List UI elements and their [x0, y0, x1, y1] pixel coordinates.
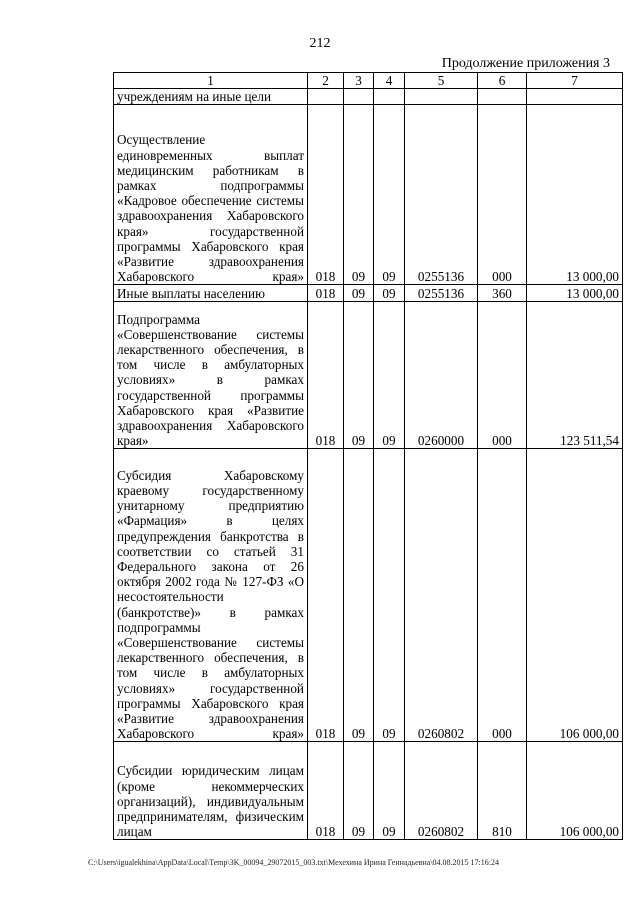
table-row [114, 89, 623, 105]
row-c3: 09 [344, 105, 374, 285]
row-c2: 018 [308, 302, 344, 449]
row-c3: 09 [344, 285, 374, 302]
row-c3: 09 [344, 742, 374, 840]
row-c2: 018 [308, 285, 344, 302]
row-c2: 018 [308, 449, 344, 742]
row-c4: 09 [374, 105, 405, 285]
row-c6: 000 [478, 105, 527, 285]
row-c4: 09 [374, 285, 405, 302]
table-row [114, 285, 623, 302]
col-header-4: 4 [374, 73, 405, 89]
row-c4 [374, 89, 405, 105]
row-c6: 000 [478, 449, 527, 742]
row-name: Подпрограмма «Совершенствование системы лекарственного обеспечения, в том числе в амбулаторных условиях» в рамках государственной программы Хабаровского края «Развитие здравоохранения Хабаровского края» [114, 302, 308, 449]
header-row [114, 73, 623, 89]
row-c5: 0260802 [405, 742, 478, 840]
col-header-1: 1 [114, 73, 308, 89]
row-name: Субсидия Хабаровскому краевому государственному унитарному предприятию «Фармация» в целях предупреждения банкротства в соответствии со статьей 31 Федерального закона от 26 октября 2002 года № 127-ФЗ «О несостоятельности (банкротстве)» в рамках подпрограммы «Совершенствование системы лекарственного обеспечения, в том числе в амбулаторных условиях» государственной программы Хабаровского края «Развитие здравоохранения Хабаровского края» [114, 449, 308, 742]
row-c5: 0255136 [405, 285, 478, 302]
row-c4: 09 [374, 742, 405, 840]
row-c3 [344, 89, 374, 105]
table-row [114, 742, 623, 840]
row-c4: 09 [374, 302, 405, 449]
continuation-label: Продолжение приложения 3 [441, 56, 610, 71]
col-header-3: 3 [344, 73, 374, 89]
row-c4: 09 [374, 449, 405, 742]
file-path-footer: C:\Users\igualekhina\AppData\Local\Temp\3K_00094_29072015_003.txt\Мехехина Ирина Геннадьевна\04.08.2015 17:16:24 [88, 858, 499, 867]
row-c7: 13 000,00 [527, 105, 623, 285]
row-c5: 0255136 [405, 105, 478, 285]
table-row [114, 302, 623, 449]
row-name: Иные выплаты населению [114, 285, 308, 302]
row-c2: 018 [308, 105, 344, 285]
row-c3: 09 [344, 302, 374, 449]
row-c7: 123 511,54 [527, 302, 623, 449]
page-number: 212 [309, 36, 331, 51]
table-row [114, 105, 623, 285]
table-row [114, 449, 623, 742]
col-header-7: 7 [527, 73, 623, 89]
budget-table [113, 72, 623, 840]
col-header-2: 2 [308, 73, 344, 89]
row-c2: 018 [308, 742, 344, 840]
row-c7: 106 000,00 [527, 742, 623, 840]
row-c7: 106 000,00 [527, 449, 623, 742]
row-name: Субсидии юридическим лицам (кроме некоммерческих организаций), индивидуальным предпринимателям, физическим лицам [114, 742, 308, 840]
row-c2 [308, 89, 344, 105]
row-c6: 000 [478, 302, 527, 449]
row-c6 [478, 89, 527, 105]
row-c5: 0260802 [405, 449, 478, 742]
col-header-5: 5 [405, 73, 478, 89]
col-header-6: 6 [478, 73, 527, 89]
row-c5: 0260000 [405, 302, 478, 449]
row-c6: 810 [478, 742, 527, 840]
row-c5 [405, 89, 478, 105]
row-c7: 13 000,00 [527, 285, 623, 302]
row-c7 [527, 89, 623, 105]
row-name: учреждениям на иные цели [114, 89, 308, 105]
row-c6: 360 [478, 285, 527, 302]
row-name: Осуществление единовременных выплат медицинским работникам в рамках подпрограммы «Кадровое обеспечение системы здравоохранения Хабаровского края» государственной программы Хабаровского края «Развитие здравоохранения Хабаровского края» [114, 105, 308, 285]
row-c3: 09 [344, 449, 374, 742]
